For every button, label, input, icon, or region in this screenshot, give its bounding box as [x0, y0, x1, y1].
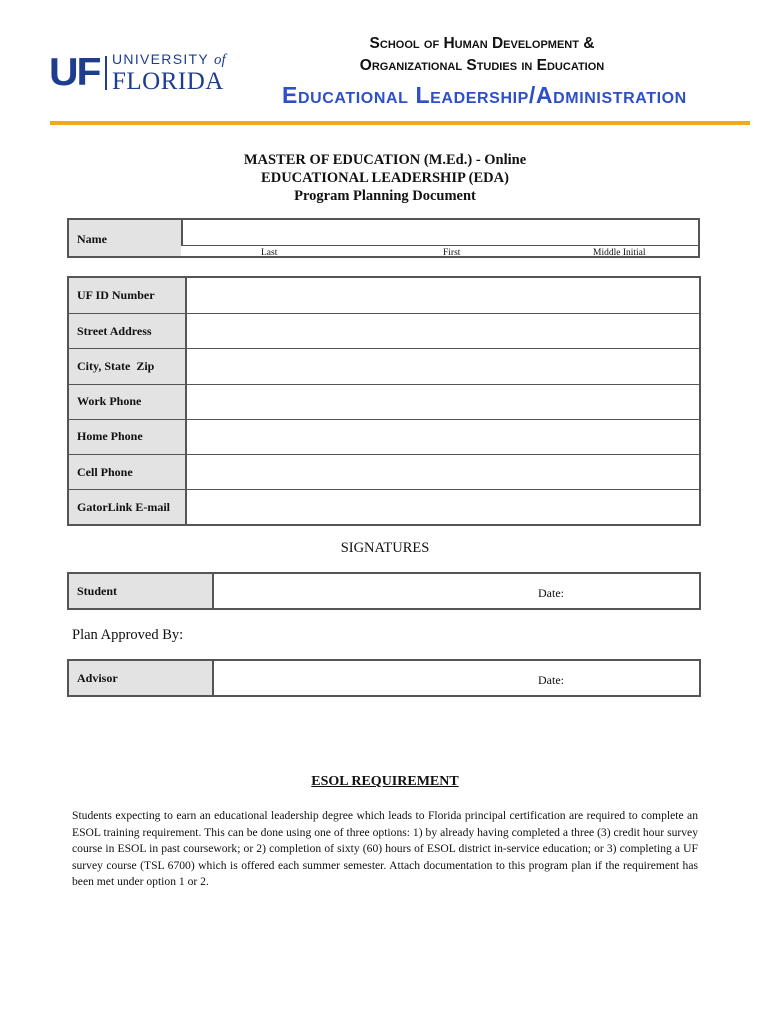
uf-logo — [49, 51, 226, 95]
plan-approved-by: Plan Approved By: — [72, 627, 184, 643]
work-phone-label: Work Phone — [69, 385, 187, 419]
name-label: Name — [69, 220, 181, 256]
school-name — [282, 33, 682, 77]
name-input[interactable] — [181, 220, 698, 246]
school-line-2: Organizational Studies in Education — [359, 57, 605, 74]
info-row-street — [69, 313, 699, 348]
esol-paragraph: Students expecting to earn an educational leadership degree which leads to Florida principal certification are required to complete an ESOL training requirement. This can be done using one of three options: 1) by already having completed a three (3) credit hour survey course in ESOL in past coursework; or 2) completion of sixty (60) hours of ESOL district in-service education; or 3) completing a UF survey course (TSL 6700) which is offered each summer semester. Attach documentation to this program plan if the requirement has been met under option 1 or 2. — [72, 809, 698, 888]
student-signature-row — [67, 572, 701, 610]
uf-id-input[interactable] — [187, 278, 699, 313]
logo-university: UNIVERSITY of — [112, 51, 226, 68]
cell-phone-label: Cell Phone — [69, 455, 187, 489]
advisor-signature-row — [67, 659, 701, 697]
gatorlink-email-label: GatorLink E-mail — [69, 490, 187, 524]
student-label: Student — [69, 574, 214, 608]
student-signature-field[interactable] — [214, 574, 699, 608]
cell-phone-input[interactable] — [187, 455, 699, 489]
name-sub-last: Last — [261, 248, 278, 258]
city-state-zip-input[interactable] — [187, 349, 699, 383]
info-row-gatorlink — [69, 489, 699, 524]
title-line-2: EDUCATIONAL LEADERSHIP (EDA) — [261, 170, 509, 186]
street-address-label: Street Address — [69, 314, 187, 348]
contact-info-table — [67, 276, 701, 526]
logo-wordmark — [112, 52, 226, 94]
logo-divider — [105, 56, 107, 90]
street-address-input[interactable] — [187, 314, 699, 348]
school-line-1: School of Human Development & — [369, 35, 595, 52]
signatures-heading: SIGNATURES — [340, 540, 430, 556]
name-sub-middle: Middle Initial — [593, 248, 646, 258]
title-line-3: Program Planning Document — [294, 188, 476, 204]
header-divider — [50, 121, 750, 125]
uf-logo-mark: UF — [49, 51, 100, 94]
home-phone-label: Home Phone — [69, 420, 187, 454]
advisor-date-label: Date: — [538, 673, 564, 687]
gatorlink-email-input[interactable] — [187, 490, 699, 524]
info-row-work-phone — [69, 384, 699, 419]
advisor-signature-field[interactable] — [214, 661, 699, 695]
info-row-home-phone — [69, 419, 699, 454]
logo-florida: FLORIDA — [112, 68, 224, 95]
student-date-label: Date: — [538, 586, 564, 600]
info-row-city — [69, 348, 699, 383]
department-name: Educational Leadership/Administration — [282, 82, 687, 108]
city-state-zip-label: City, State Zip — [69, 349, 187, 383]
info-row-cell-phone — [69, 454, 699, 489]
home-phone-input[interactable] — [187, 420, 699, 454]
work-phone-input[interactable] — [187, 385, 699, 419]
uf-id-label: UF ID Number — [69, 278, 187, 313]
esol-heading: ESOL REQUIREMENT — [311, 774, 459, 789]
title-line-1: MASTER OF EDUCATION (M.Ed.) - Online — [243, 152, 527, 168]
advisor-label: Advisor — [69, 661, 214, 695]
info-row-uf-id — [69, 278, 699, 313]
name-sub-first: First — [443, 248, 461, 258]
document-title — [0, 151, 770, 205]
name-block — [67, 218, 700, 258]
